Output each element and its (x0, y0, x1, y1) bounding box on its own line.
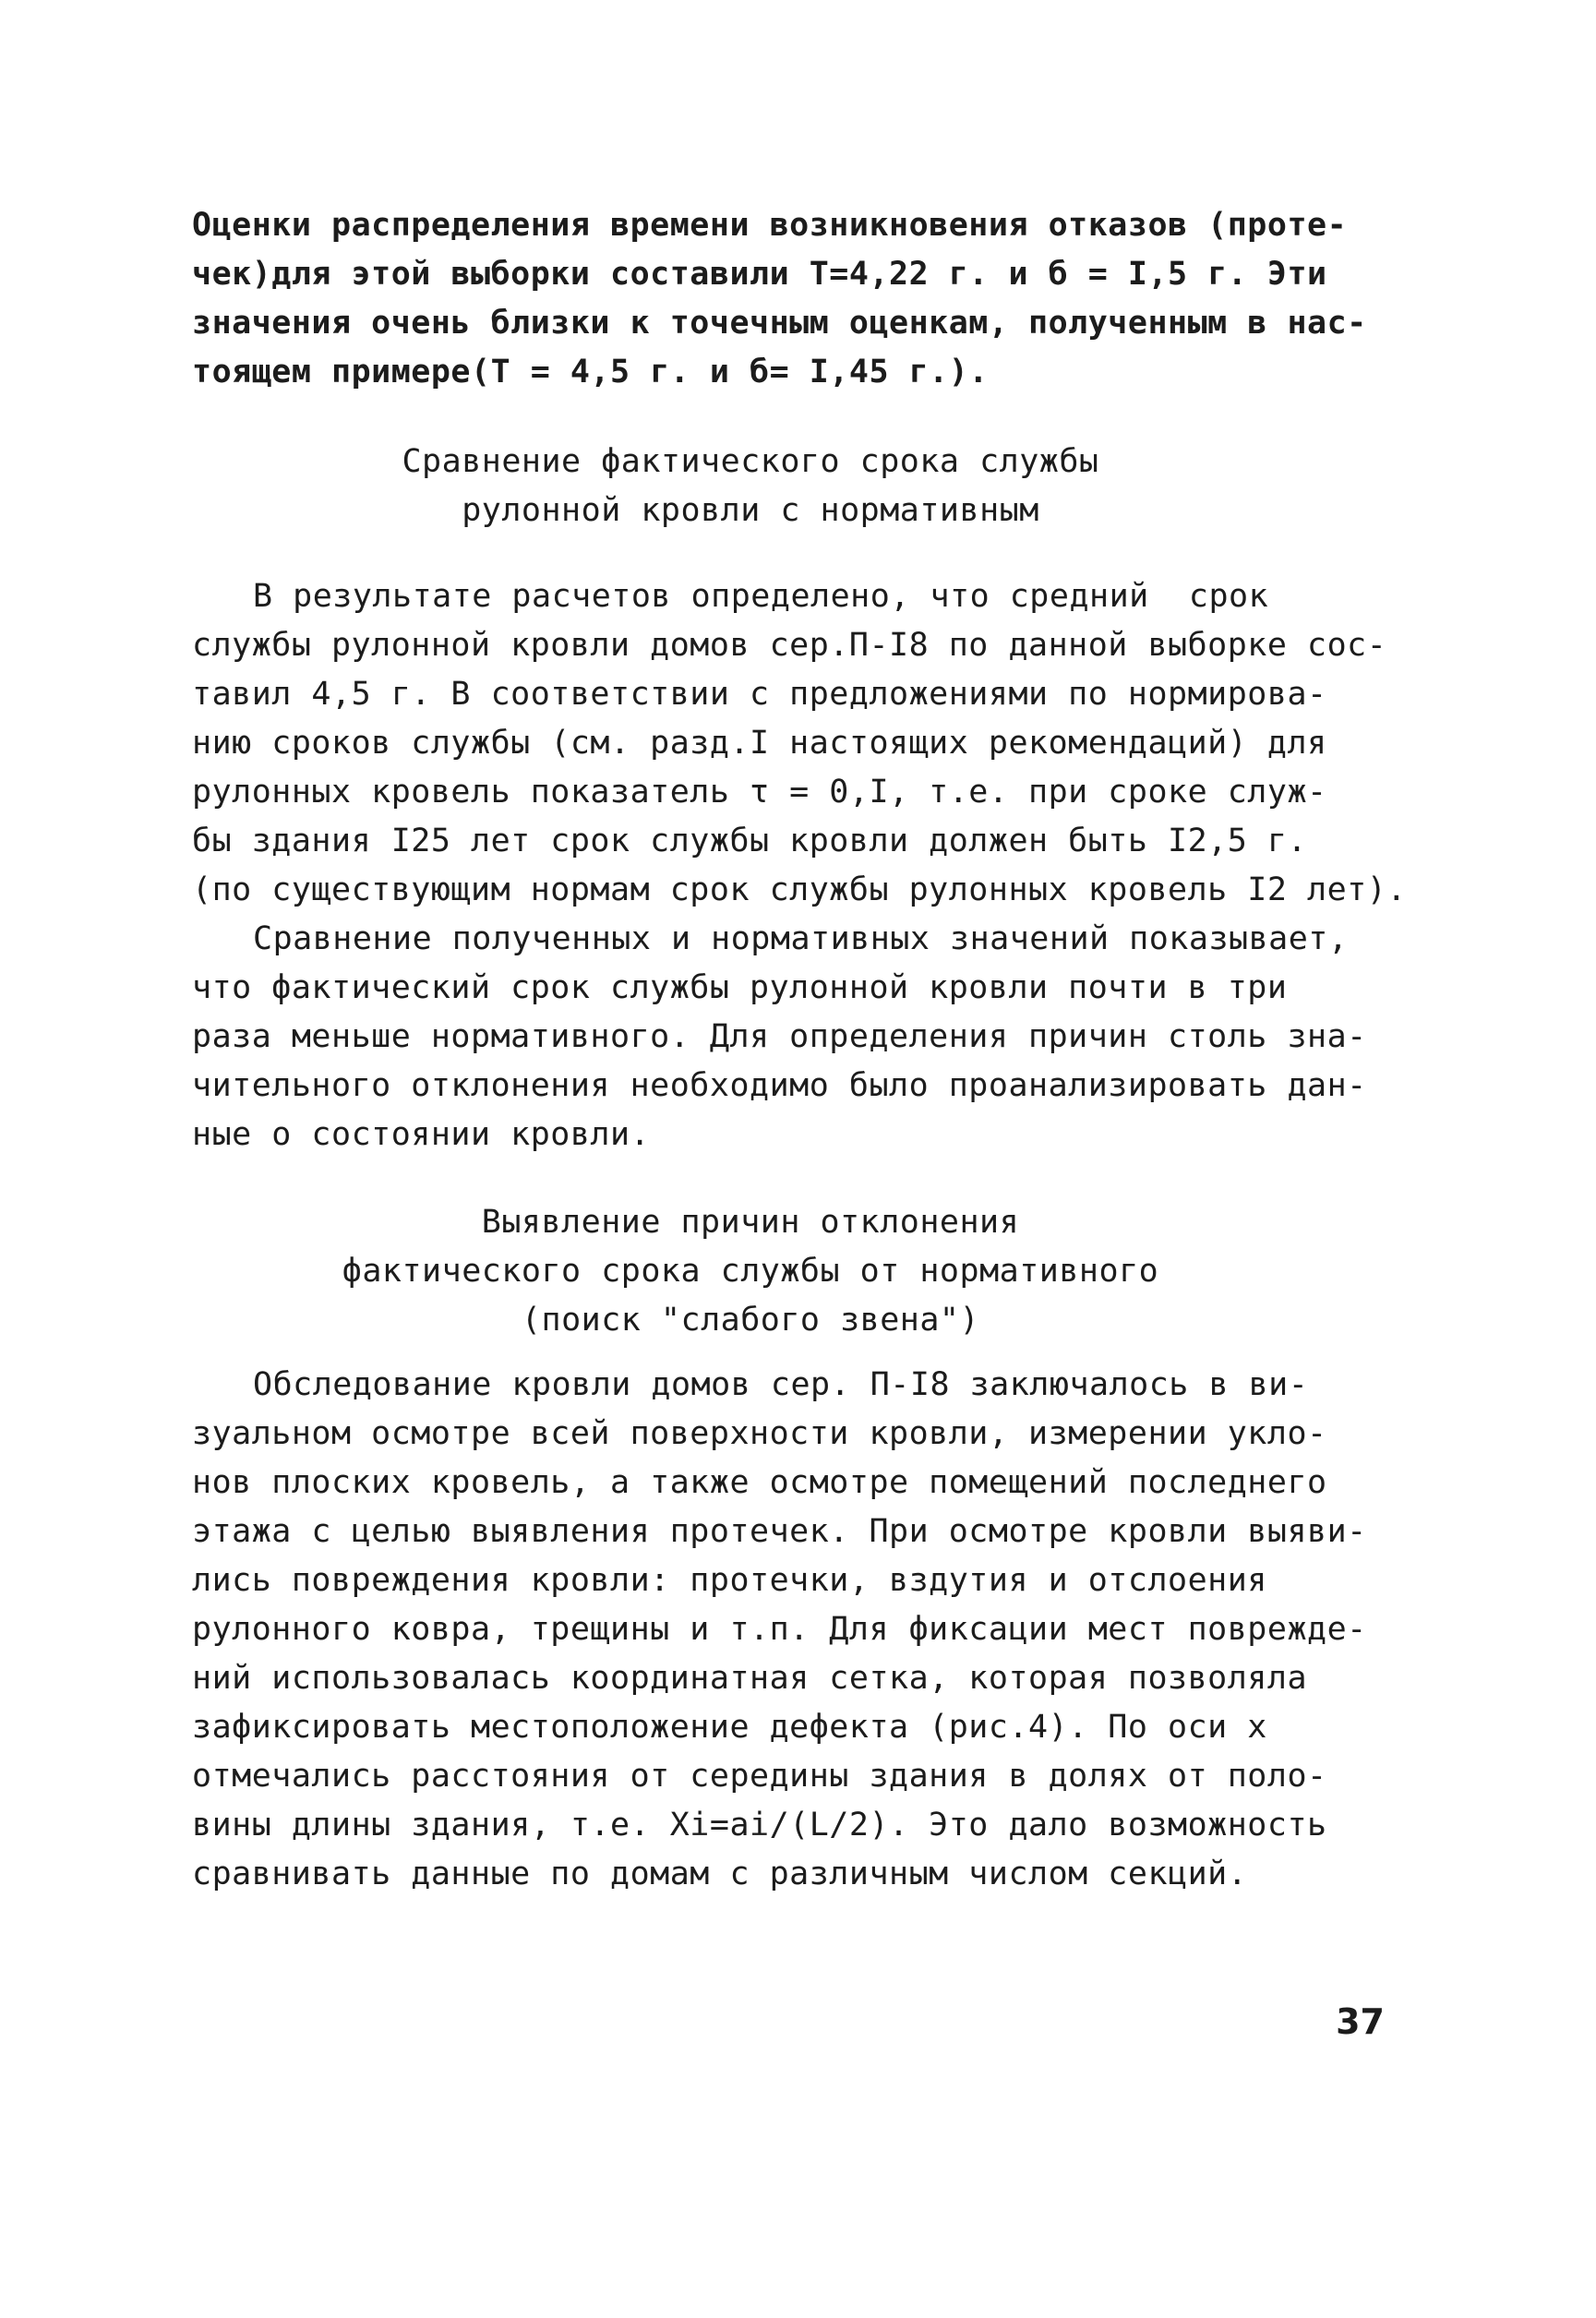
text-line: зафиксировать местоположение дефекта (рис.4). По оси х (192, 1709, 1267, 1746)
text-line: вины длины здания, т.е. Хi=аi/(L/2). Это дало возможность (192, 1807, 1327, 1844)
page-number: 37 (1336, 2001, 1385, 2042)
text-line: лись повреждения кровли: протечки, вздутия и отслоения (192, 1562, 1267, 1599)
text-line: Обследование кровли домов сер. П-I8 заключалось в ви- (253, 1366, 1309, 1403)
text-line: тоящем примере(Т = 4,5 г. и б= I,45 г.). (192, 354, 989, 390)
text-line: Сравнение полученных и нормативных значений показывает, (253, 920, 1349, 957)
text-line: этажа с целью выявления протечек. При осмотре кровли выяви- (192, 1513, 1367, 1550)
text-line: зуальном осмотре всей поверхности кровли, измерении укло- (192, 1415, 1327, 1452)
text-line: рулонного ковра, трещины и т.п. Для фиксации мест поврежде- (192, 1611, 1367, 1648)
section-heading-1 (192, 438, 1309, 535)
text-line: что фактический срок службы рулонной кровли почти в три (192, 969, 1288, 1006)
text-line: службы рулонной кровли домов сер.П-I8 по данной выборке сос- (192, 627, 1387, 664)
paragraph-2 (192, 572, 1420, 915)
text-line: раза меньше нормативного. Для определения причин столь зна- (192, 1018, 1367, 1055)
paragraph-3 (192, 915, 1420, 1159)
text-line: чительного отклонения необходимо было проанализировать дан- (192, 1067, 1367, 1104)
heading-line: Выявление причин отклонения (481, 1204, 1020, 1241)
text-line: В результате расчетов определено, что средний срок (253, 578, 1269, 615)
text-line: (по существующим нормам срок службы рулонных кровель I2 лет). (192, 871, 1407, 908)
text-line: Оценки распределения времени возникновения отказов (проте- (192, 207, 1348, 244)
text-line: бы здания I25 лет срок службы кровли должен быть I2,5 г. (192, 823, 1308, 859)
text-line: отмечались расстояния от середины здания в долях от поло- (192, 1758, 1327, 1795)
heading-line: Сравнение фактического срока службы (402, 443, 1099, 480)
text-line: тавил 4,5 г. В соответствии с предложениями по нормирова- (192, 676, 1327, 713)
text-line: нию сроков службы (см. разд.I настоящих рекомендаций) для (192, 725, 1327, 762)
paragraph-1 (192, 201, 1420, 397)
heading-line: (поиск "слабого звена") (521, 1302, 980, 1339)
text-line: значения очень близки к точечным оценкам, полученным в нас- (192, 305, 1367, 342)
text-line: нов плоских кровель, а также осмотре помещений последнего (192, 1464, 1327, 1501)
text-line: сравнивать данные по домам с различным числом секций. (192, 1856, 1248, 1892)
section-heading-2 (192, 1198, 1309, 1345)
text-line: чек)для этой выборки составили Т=4,22 г. и б = I,5 г. Эти (192, 256, 1327, 293)
heading-line: рулонной кровли с нормативным (462, 492, 1039, 529)
text-line: ные о состоянии кровли. (192, 1116, 651, 1153)
text-line: ний использовалась координатная сетка, которая позволяла (192, 1660, 1308, 1697)
heading-line: фактического срока службы от нормативного (342, 1253, 1159, 1290)
text-line: рулонных кровель показатель τ = 0,I, т.е. при сроке служ- (192, 774, 1327, 811)
paragraph-4 (192, 1361, 1420, 1899)
